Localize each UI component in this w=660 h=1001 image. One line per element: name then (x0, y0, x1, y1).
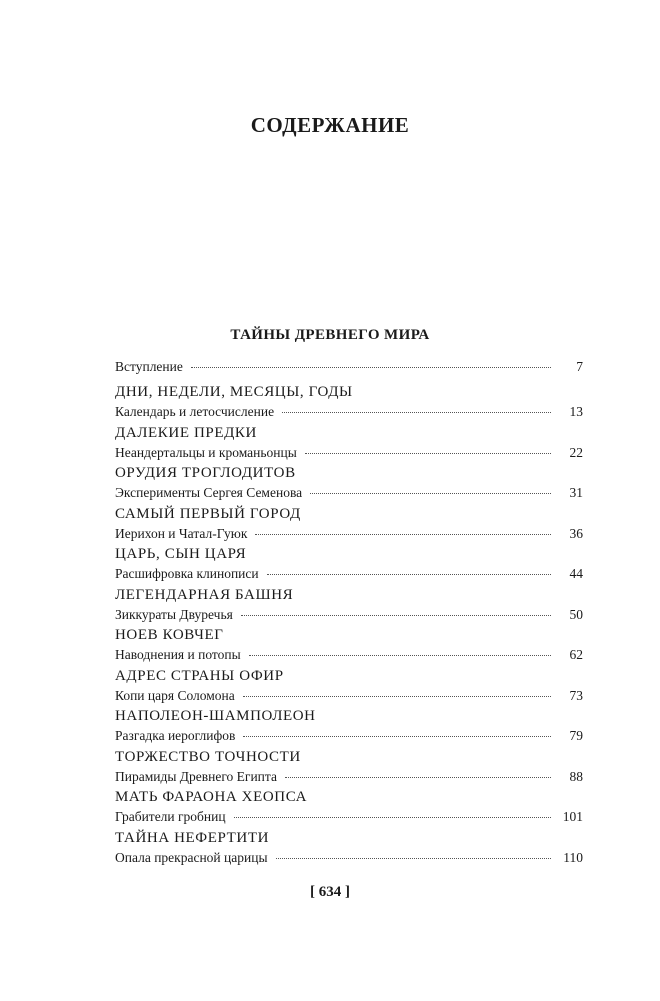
dot-leader (243, 696, 551, 697)
toc-chapter-subtitle: Эксперименты Сергея Семенова (115, 485, 303, 500)
toc-entry-chapter (115, 545, 583, 586)
toc-chapter-title: ЦАРЬ, СЫН ЦАРЯ (115, 546, 247, 562)
toc-entry-chapter (115, 383, 583, 424)
dot-leader (276, 858, 551, 859)
section-title: ТАЙНЫ ДРЕВНЕГО МИРА (230, 327, 430, 343)
toc-chapter-subtitle: Наводнения и потопы (115, 647, 241, 662)
toc-leader-line: Неандертальцы и кроманьонцы 22 (115, 444, 583, 460)
toc-chapter-title: ДАЛЕКИЕ ПРЕДКИ (115, 424, 257, 441)
toc-entry-chapter (115, 505, 583, 546)
toc-chapter-title: ДНИ, НЕДЕЛИ, МЕСЯЦЫ, ГОДЫ (115, 384, 353, 400)
toc-chapter-subtitle: Расшифровка клинописи (115, 566, 259, 581)
toc-leader-line: Зиккураты Двуречья 50 (115, 606, 583, 622)
dot-leader (191, 367, 551, 368)
toc-leader-line: Расшифровка клинописи 44 (115, 566, 583, 581)
toc-leader-line: Копи царя Соломона 73 (115, 687, 583, 703)
dot-leader (305, 453, 551, 454)
dot-leader (255, 534, 551, 535)
toc-chapter-title: МАТЬ ФАРАОНА ХЕОПСА (115, 789, 308, 805)
toc-chapter-title: АДРЕС СТРАНЫ ОФИР (115, 667, 284, 684)
toc-chapter-title: НАПОЛЕОН-ШАМПОЛЕОН (115, 708, 316, 724)
toc-chapter-subtitle: Копи царя Соломона (115, 687, 235, 703)
toc-entry-chapter (115, 748, 583, 789)
toc-leader-line: Эксперименты Сергея Семенова 31 (115, 485, 583, 500)
dot-leader (285, 777, 551, 778)
toc-leader-line: Вступление 7 (115, 359, 583, 374)
toc-chapter-subtitle: Разгадка иероглифов (115, 728, 236, 743)
toc-chapter-title: НОЕВ КОВЧЕГ (115, 627, 224, 643)
toc-entry-chapter (115, 707, 583, 748)
toc-chapter-title: ТАЙНА НЕФЕРТИТИ (115, 829, 270, 846)
toc-chapter-subtitle: Иерихон и Чатал-Гуюк (115, 525, 248, 541)
toc-chapter-subtitle: Пирамиды Древнего Египта (115, 768, 277, 784)
toc-chapter-title: САМЫЙ ПЕРВЫЙ ГОРОД (115, 505, 301, 522)
dot-leader (249, 655, 551, 656)
toc-chapter-subtitle: Неандертальцы и кроманьонцы (115, 444, 297, 460)
toc-chapter-subtitle: Зиккураты Двуречья (115, 606, 233, 622)
page-title: СОДЕРЖАНИЕ (250, 113, 410, 137)
toc-chapter-title: ТОРЖЕСТВО ТОЧНОСТИ (115, 748, 301, 765)
toc-entry-chapter (115, 464, 583, 505)
toc-chapter-title: ОРУДИЯ ТРОГЛОДИТОВ (115, 465, 296, 481)
toc-entry-label: Вступление (115, 359, 183, 374)
toc-leader-line: Грабители гробниц 101 (115, 809, 583, 824)
table-of-contents (115, 355, 583, 869)
toc-entry-chapter (115, 626, 583, 667)
page-folio: [ 634 ] (310, 884, 350, 900)
chapter-list (115, 383, 583, 869)
toc-leader-line: Иерихон и Чатал-Гуюк 36 (115, 525, 583, 541)
toc-entry-chapter (115, 829, 583, 870)
dot-leader (234, 817, 551, 818)
dot-leader (243, 736, 551, 737)
dot-leader (267, 574, 551, 575)
toc-chapter-subtitle: Опала прекрасной царицы (115, 849, 268, 865)
toc-entry-intro (115, 355, 583, 383)
toc-entry-chapter (115, 424, 583, 465)
toc-leader-line: Пирамиды Древнего Египта 88 (115, 768, 583, 784)
dot-leader (241, 615, 551, 616)
toc-chapter-subtitle: Грабители гробниц (115, 809, 226, 824)
toc-leader-line: Опала прекрасной царицы 110 (115, 849, 583, 865)
toc-chapter-title: ЛЕГЕНДАРНАЯ БАШНЯ (115, 586, 294, 603)
dot-leader (282, 412, 551, 413)
toc-chapter-subtitle: Календарь и летосчисление (115, 404, 275, 419)
toc-entry-chapter (115, 788, 583, 829)
toc-entry-chapter (115, 667, 583, 708)
toc-leader-line: Наводнения и потопы 62 (115, 647, 583, 662)
toc-entry-chapter (115, 586, 583, 627)
dot-leader (310, 493, 551, 494)
toc-leader-line: Разгадка иероглифов 79 (115, 728, 583, 743)
toc-leader-line: Календарь и летосчисление 13 (115, 404, 583, 419)
